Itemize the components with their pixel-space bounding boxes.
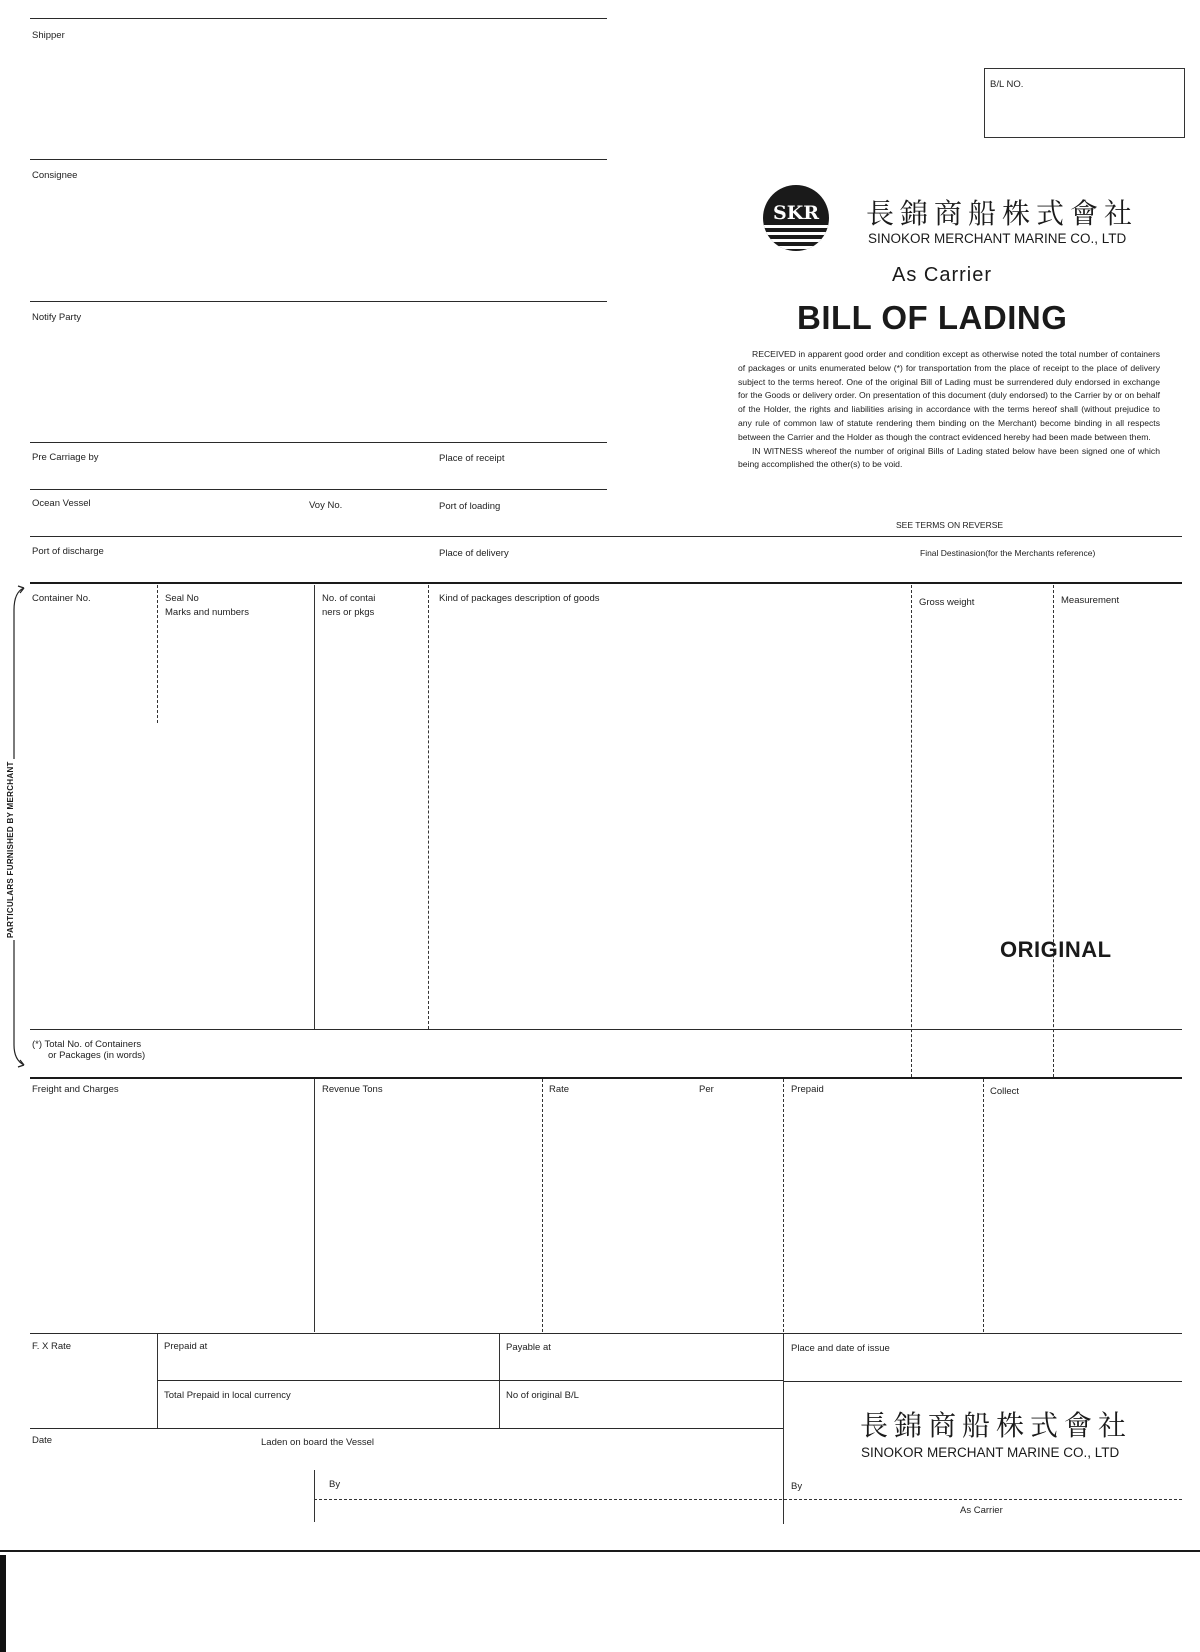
prepaid-payable-divider xyxy=(499,1334,500,1428)
shipper-label: Shipper xyxy=(32,30,65,41)
gross-weight-label: Gross weight xyxy=(919,597,975,608)
company-name: SINOKOR MERCHANT MARINE CO., LTD xyxy=(868,231,1127,246)
container-no-label: Container No. xyxy=(32,593,91,604)
by-right-label: By xyxy=(791,1481,803,1492)
vessel-rule xyxy=(30,536,1182,537)
final-destination-label: Final Destinasion(for the Merchants reference) xyxy=(920,548,1096,558)
consignee-label: Consignee xyxy=(32,170,78,181)
no-of-containers-label-2: ners or pkgs xyxy=(322,607,375,618)
kind-divider xyxy=(428,585,429,1029)
scan-edge xyxy=(0,1555,6,1652)
pre-carriage-rule xyxy=(30,489,607,490)
terms-paragraph-witness: IN WITNESS whereof the number of original Bills of Lading stated below have been signed one of which being accomplished the other(s) to be void. xyxy=(738,445,1160,470)
place-of-delivery-label: Place of delivery xyxy=(439,548,509,559)
notify-party-label: Notify Party xyxy=(32,312,82,323)
logo-text: SKR xyxy=(772,202,820,224)
prepaid-at-rule xyxy=(157,1380,783,1381)
prepaid-label: Prepaid xyxy=(791,1084,824,1095)
cargo-top-rule xyxy=(30,582,1182,584)
per-label: Per xyxy=(699,1084,714,1095)
by-left-label: By xyxy=(329,1479,341,1490)
collect-label: Collect xyxy=(990,1086,1020,1097)
payable-at-label: Payable at xyxy=(506,1342,551,1353)
fx-rate-label: F. X Rate xyxy=(32,1341,72,1352)
kind-of-packages-label: Kind of packages description of goods xyxy=(439,593,600,604)
measurement-divider xyxy=(1053,585,1054,1077)
shipper-rule xyxy=(30,159,607,160)
rate-divider xyxy=(542,1079,543,1332)
weight-divider xyxy=(911,585,912,1077)
date-label: Date xyxy=(32,1435,53,1446)
particulars-side-note: PARTICULARS FURNISHED BY MERCHANT xyxy=(6,761,15,938)
ocean-vessel-label: Ocean Vessel xyxy=(32,498,91,509)
footer-as-carrier-label: As Carrier xyxy=(960,1505,1003,1516)
port-of-loading-label: Port of loading xyxy=(439,501,501,512)
prepaid-divider xyxy=(783,1079,784,1332)
fx-prepaid-divider xyxy=(157,1334,158,1428)
consignee-rule xyxy=(30,301,607,302)
document-title: BILL OF LADING xyxy=(797,299,1068,336)
pre-carriage-label: Pre Carriage by xyxy=(32,452,99,463)
bl-no-label: B/L NO. xyxy=(990,79,1024,90)
pkgs-divider xyxy=(314,585,315,1029)
see-terms-label: SEE TERMS ON REVERSE xyxy=(896,520,1004,530)
prepaid-at-label: Prepaid at xyxy=(164,1341,208,1352)
collect-divider xyxy=(983,1079,984,1332)
skr-logo-icon xyxy=(762,184,830,252)
notify-rule xyxy=(30,442,607,443)
laden-divider xyxy=(314,1470,315,1522)
terms-paragraph-received: RECEIVED in apparent good order and condition except as otherwise noted the total number of containers of packages or units enumerated below (*) for transportation from the place of receipt to the place of delivery subject to the terms hereof. One of the original Bill of Lading must be surrendered duly endorsed in exchange for the Goods or delivery order. On presentation of this document (duly endorsed) to the Carrier by or on behalf of the Holder, the rights and liabilities arising in accordance with the terms hereof shall (without prejudice to any rule of common law of statute rendering them binding on the Merchant) become binding in all respects between the Carrier and the Holder as though the contract evidenced hereby had been made between them. xyxy=(738,349,1160,442)
total-containers-label-1: (*) Total No. of Containers xyxy=(32,1039,142,1050)
issue-rule xyxy=(783,1381,1182,1382)
total-prepaid-label: Total Prepaid in local currency xyxy=(164,1390,291,1401)
laden-on-board-label: Laden on board the Vessel xyxy=(261,1437,375,1448)
top-rule xyxy=(30,18,607,19)
footer-company-name-cjk: 長錦商船株式會社 xyxy=(860,1409,1133,1442)
place-date-issue-label: Place and date of issue xyxy=(791,1343,890,1354)
place-of-receipt-label: Place of receipt xyxy=(439,453,505,464)
freight-top-rule xyxy=(30,1077,1182,1079)
revenue-tons-label: Revenue Tons xyxy=(322,1084,383,1095)
bl-no-box[interactable] xyxy=(984,68,1185,138)
marks-label: Marks and numbers xyxy=(165,607,249,618)
terms-text xyxy=(738,348,1160,472)
issue-divider xyxy=(783,1334,784,1524)
no-of-containers-label-1: No. of contai xyxy=(322,593,376,604)
measurement-label: Measurement xyxy=(1061,595,1120,606)
seal-no-label: Seal No xyxy=(165,593,199,604)
revenue-divider xyxy=(314,1079,315,1332)
cargo-bottom-rule xyxy=(30,1029,1182,1030)
footer-company-name: SINOKOR MERCHANT MARINE CO., LTD xyxy=(861,1445,1120,1460)
rate-label: Rate xyxy=(549,1084,570,1095)
voy-no-label: Voy No. xyxy=(309,500,343,511)
freight-charges-label: Freight and Charges xyxy=(32,1084,119,1095)
total-prepaid-rule xyxy=(30,1428,783,1429)
marks-divider xyxy=(157,585,158,723)
signature-line[interactable] xyxy=(314,1499,1182,1500)
no-original-bl-label: No of original B/L xyxy=(506,1390,579,1401)
port-of-discharge-label: Port of discharge xyxy=(32,546,104,557)
total-containers-label-2: or Packages (in words) xyxy=(48,1050,146,1061)
bottom-rule xyxy=(0,1550,1200,1552)
company-name-cjk: 長錦商船株式會社 xyxy=(866,197,1139,230)
footer-top-rule xyxy=(30,1333,1182,1334)
original-stamp: ORIGINAL xyxy=(1000,937,1112,962)
as-carrier-heading: As Carrier xyxy=(892,264,993,286)
